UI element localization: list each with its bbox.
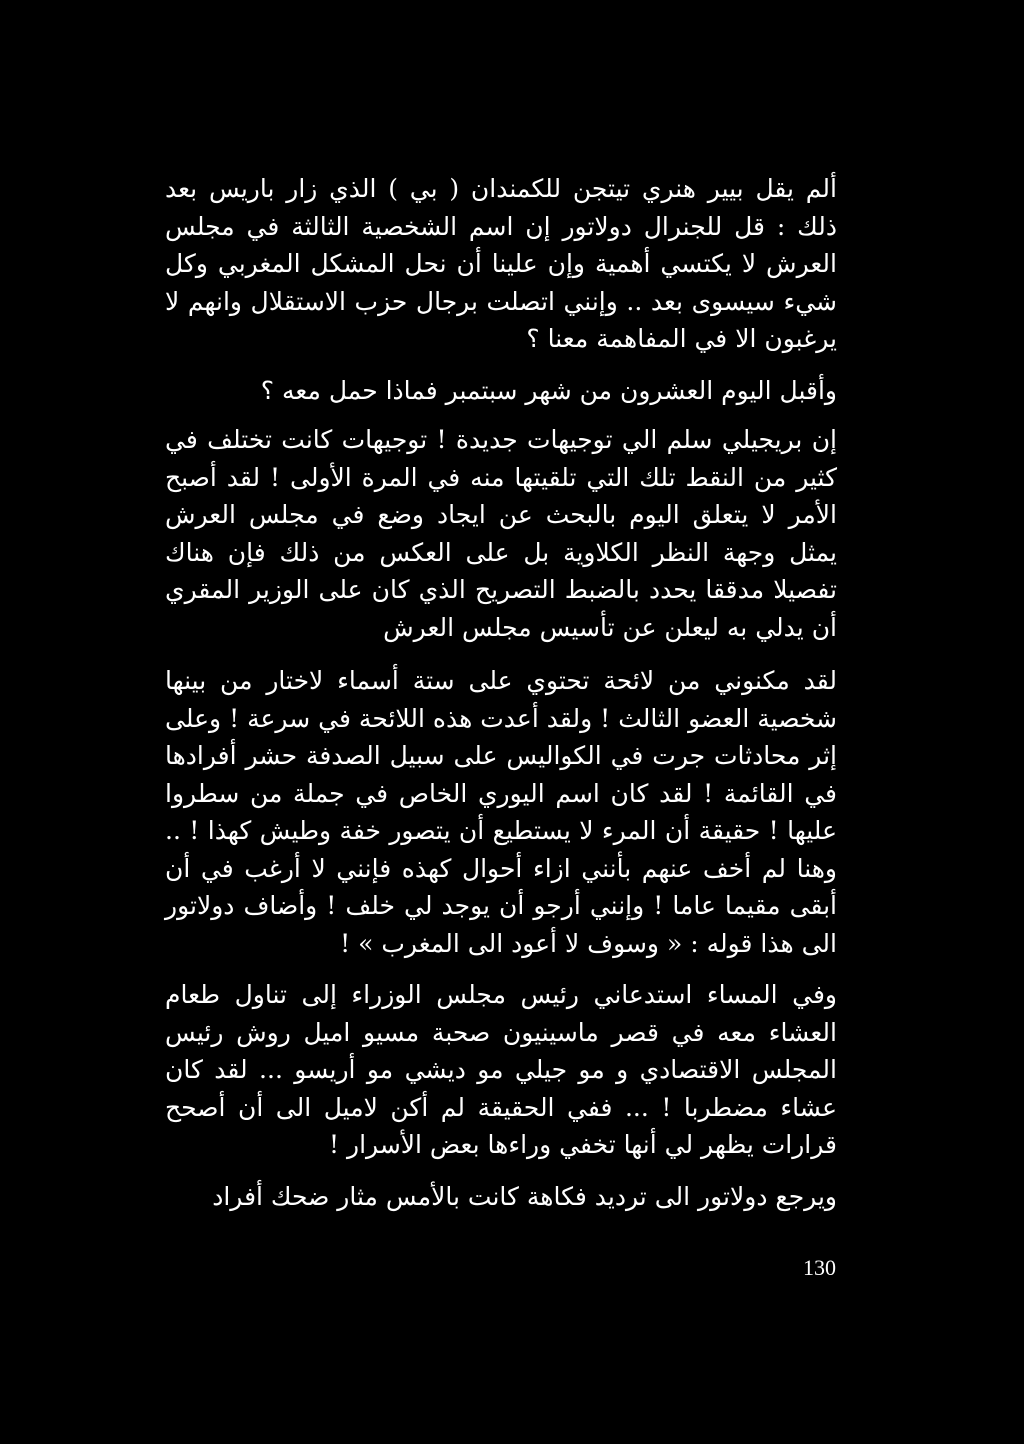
paragraph-3: إن بريجيلي سلم الي توجيهات جديدة ! توجيهات كانت تختلف في كثير من النقط تلك التي تلقيتها منه في المرة الأولى ! لقد أصبح الأمر لا يتعلق اليوم بالبحث عن ايجاد وضع في مجلس العرش يمثل وجهة النظر الكلاوية بل على العكس من ذلك فإن هناك تفصيلا مدققا يحدد بالضبط التصريح الذي كان على الوزير المقري أن يدلي به ليعلن عن تأسيس مجلس العرش bbox=[165, 425, 838, 642]
paragraph-4: لقد مكنوني من لائحة تحتوي على ستة أسماء لاختار من بينها شخصية العضو الثالث ! ولقد أعدت هذه اللائحة في سرعة ! وعلى إثر محادثات جرت في الكواليس على سبيل الصدفة حشر أفرادها في القائمة ! لقد كان اسم اليوري الخاص في جملة من سطروا عليها ! حقيقة أن المرء لا يستطيع أن يتصور خفة وطيش كهذا ! .. وهنا لم أخف عنهم بأنني ازاء أحوال كهذه فإنني لا أرغب في أن أبقى مقيما عاما ! وإنني أرجو أن يوجد لي خلف ! وأضاف دولاتور الى هذا قوله : « وسوف لا أعود الى المغرب » ! bbox=[165, 666, 837, 958]
paragraph-6: ويرجع دولاتور الى ترديد فكاهة كانت بالأمس مثار ضحك أفراد bbox=[212, 1181, 837, 1211]
paragraph-5: وفي المساء استدعاني رئيس مجلس الوزراء إلى تناول طعام العشاء معه في قصر ماسينيون صحبة مسيو اميل روش رئيس المجلس الاقتصادي و مو جيلي مو ديشي مو أريسو ... لقد كان عشاء مضطربا ! ... ففي الحقيقة لم أكن لاميل الى أن أصحح قرارات يظهر لي أنها تخفي وراءها بعض الأسرار ! bbox=[165, 980, 837, 1159]
page-body-text bbox=[165, 170, 837, 1215]
page-number: 130 bbox=[803, 1255, 836, 1280]
paragraph-1: ألم يقل بيير هنري تيتجن للكمندان ( بي ) الذي زار باريس بعد ذلك : قل للجنرال دولاتور إن اسم الشخصية الثالثة في مجلس العرش لا يكتسي أهمية وإن علينا أن نحل المشكل المغربي وكل شيء سيسوى بعد .. وإنني اتصلت برجال حزب الاستقلال وانهم لا يرغبون الا في المفاهمة معنا ؟ bbox=[165, 174, 837, 353]
paragraph-2: وأقبل اليوم العشرون من شهر سبتمبر فماذا حمل معه ؟ bbox=[260, 375, 837, 405]
